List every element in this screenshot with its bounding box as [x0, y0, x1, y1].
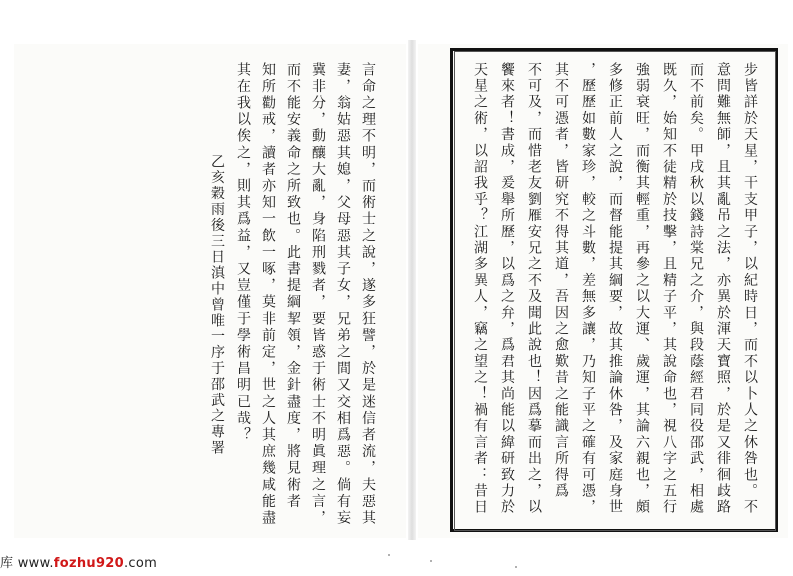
right-column-10: 饗來者！書成，爰舉所歷，以爲之弁，爲君其尚能以緯研致力於: [499, 62, 515, 516]
right-column-8: 其不可憑者，皆研究不得其道，吾因之愈歎昔之能識言所得爲: [553, 62, 569, 500]
left-column-1: 言命之理不明，而術士之說，遂多狂譬，於是迷信者流，夫惡其: [360, 62, 376, 527]
left-column-5: 知所勸戒，讀者亦知一飲一啄，莫非前定，世之人其庶幾咸能盡: [260, 62, 276, 527]
scan-speck: [515, 566, 517, 568]
left-page: [14, 44, 406, 538]
book-fold: [408, 40, 416, 540]
right-column-11: 天星之術，以詔我乎？江湖多異人，竊之望之！禍有言者：昔日: [472, 62, 488, 516]
site-watermark: [0, 552, 157, 574]
right-column-2: 意問難無師，且其亂吊之法，亦異於渾天寶照，於是又徘徊歧路: [715, 62, 731, 516]
left-column-3: 冀非分，動釀大亂，身陷刑戮者，要皆惑于術士不明眞理之言，: [310, 62, 326, 527]
right-column-5: 強弱衰旺，而衡其輕重，再參之以大運、歲運，其論六親也，頗: [634, 62, 650, 516]
right-page: [418, 44, 788, 538]
scan-speck: [388, 554, 390, 556]
right-column-1: 步皆詳於天星，干支甲子，以紀時日，而不以卜人之休咎也。不: [742, 62, 758, 516]
right-column-6: 多修正前人之說，而督能提其綱要，故其推論休咎，及家庭身世: [607, 62, 623, 516]
right-column-4: 既久，始知不徒精於技擊，且精子平，其說命也，視八字之五行: [661, 62, 677, 516]
watermark-highlight: fozhu920: [53, 556, 124, 571]
left-column-4: 而不能安義命之所致也。此書提綱挈領，金針盡度，將見術者: [285, 62, 301, 511]
watermark-suffix: .com: [123, 556, 158, 571]
left-column-2: 妻，翁姑惡其媳，父母惡其子女，兄弟之間又交相爲惡。倘有妄: [335, 62, 351, 527]
right-column-7: ，歷歷如數家珍，較之斗數，差無多讓，乃知子平之確有可憑，: [580, 62, 596, 516]
right-column-9: 不可及，而惜老友劉雁安兄之不及聞此說也！因爲摹而出之，以: [526, 62, 542, 516]
preface-signature: 乙亥穀雨後三日滇中曾唯一序于邵武之專署: [209, 154, 225, 457]
watermark-prefix: 库 www.: [0, 556, 54, 571]
right-column-3: 而不前矣。甲戌秋以錢詩棠兄之介，與段蔭經君同役邵武，相處: [688, 62, 704, 516]
left-column-6: 其在我以俟之，則其爲益，又豈僅于學術昌明已哉？: [235, 62, 251, 444]
scan-speck: [430, 560, 432, 562]
